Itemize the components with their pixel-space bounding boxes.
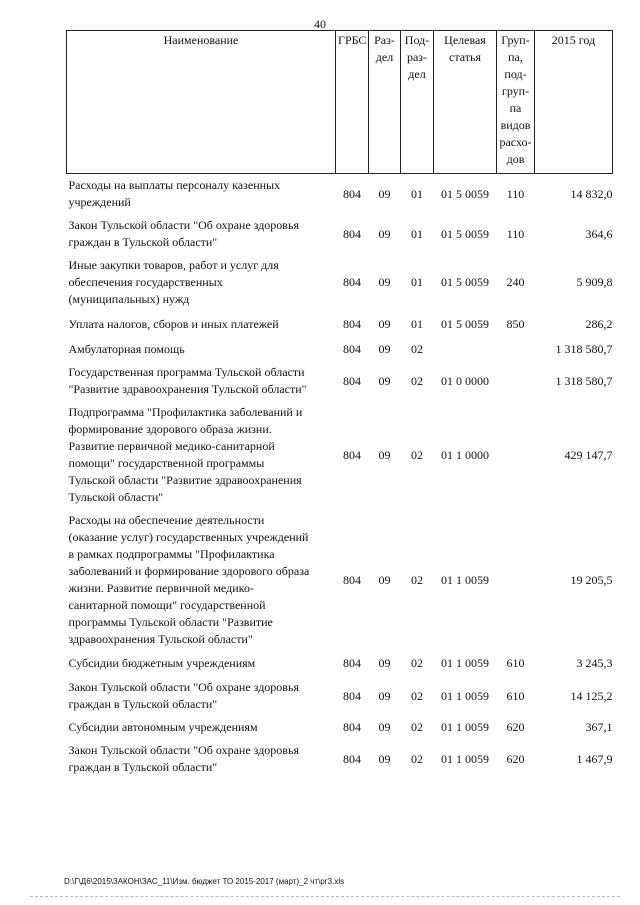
cell-amount: 14 125,2 [570,688,613,703]
cell-razdel: 09 [378,751,391,766]
cell-razdel: 09 [378,447,391,462]
cell-target: 01 0 0000 [441,373,489,388]
table-row [67,739,613,779]
cell-group: 850 [506,317,525,331]
cell-group: 610 [506,688,525,703]
cell-amount: 5 909,8 [576,275,613,289]
cell-group [497,361,535,401]
table-row [67,401,613,509]
table-row [67,676,613,716]
cell-group: 240 [506,275,525,289]
cell-podrazdel: 02 [411,688,423,703]
cell-amount: 14 832,0 [570,186,613,201]
cell-target: 01 1 0059 [441,751,489,766]
cell-razdel: 09 [378,226,391,241]
cell-razdel: 09 [378,186,391,201]
cell-razdel: 09 [378,373,391,388]
cell-target: 01 1 0059 [441,572,489,587]
header-year: 2015 год [535,31,613,174]
cell-name: Амбулаторная помощь [68,342,185,356]
cell-grbs: 804 [343,342,361,356]
cell-podrazdel: 01 [411,186,423,201]
cell-name: Подпрограмма "Профилактика заболеваний и формирование здорового образа жизни. Развитие первичной медико-санитарной помощи" государственной программы Тульской области "Развитие здравоохранения Тульской области" [68,405,303,504]
table-row [67,716,613,739]
cell-name: Иные закупки товаров, работ и услуг для обеспечения государственных (муниципальных) нужд [68,258,279,306]
cell-amount: 1 467,9 [576,751,613,766]
header-name: Наименование [67,31,336,174]
table-row [67,338,613,361]
cell-name: Уплата налогов, сборов и иных платежей [68,317,279,331]
cell-amount: 1 318 580,7 [555,342,613,356]
cell-grbs: 804 [343,226,361,241]
cell-group: 620 [506,751,525,766]
cell-name: Государственная программа Тульской области "Развитие здравоохранения Тульской области" [68,365,307,396]
cell-name: Субсидии бюджетным учреждениям [68,656,256,670]
cell-grbs: 804 [343,688,361,703]
cell-target: 01 1 0000 [441,447,489,462]
cell-grbs: 804 [343,275,361,289]
cell-grbs: 804 [343,317,361,331]
cell-grbs: 804 [343,373,361,388]
cell-razdel: 09 [378,720,391,734]
cell-amount: 364,6 [585,226,613,241]
cell-razdel: 09 [378,342,391,356]
cell-target: 01 5 0059 [441,186,489,201]
cell-amount: 3 245,3 [576,656,613,670]
table-row [67,361,613,401]
cell-razdel: 09 [378,572,391,587]
cell-amount: 1 318 580,7 [555,373,613,388]
cell-podrazdel: 02 [411,751,423,766]
cell-grbs: 804 [343,572,361,587]
cell-podrazdel: 01 [411,317,423,331]
table-row [67,311,613,338]
header-podrazdel: Под- раз- дел [401,31,434,174]
cell-target: 01 1 0059 [441,720,489,734]
cell-name: Субсидии автономным учреждениям [68,720,258,734]
table-row [67,509,613,651]
cell-target: 01 5 0059 [441,226,489,241]
cell-amount: 286,2 [585,317,613,331]
cell-name: Закон Тульской области "Об охране здоровья граждан в Тульской области" [68,743,299,774]
cell-target: 01 1 0059 [441,656,489,670]
cell-group: 620 [506,720,525,734]
cell-podrazdel: 01 [411,275,423,289]
cell-podrazdel: 02 [411,656,423,670]
cell-razdel: 09 [378,656,391,670]
table-row [67,651,613,676]
cell-grbs: 804 [343,751,361,766]
cell-target [434,338,497,361]
cell-grbs: 804 [343,656,361,670]
cell-podrazdel: 02 [411,720,423,734]
cell-podrazdel: 01 [411,226,423,241]
cell-name: Закон Тульской области "Об охране здоровья граждан в Тульской области" [68,680,299,711]
cell-group: 110 [506,186,525,201]
header-razdel: Раз- дел [369,31,401,174]
budget-body [67,174,613,780]
cell-grbs: 804 [343,720,361,734]
cell-group: 110 [506,226,525,241]
cell-group [497,509,535,651]
page-number: 40 [314,17,326,31]
cell-podrazdel: 02 [411,447,423,462]
cell-amount: 19 205,5 [570,572,613,587]
table-row [67,174,613,215]
header-target: Целевая статья [434,31,497,174]
cell-target: 01 1 0059 [441,688,489,703]
header-row [67,31,613,174]
budget-table [66,30,613,779]
cell-razdel: 09 [378,688,391,703]
cell-grbs: 804 [343,447,361,462]
cell-name: Закон Тульской области "Об охране здоровья граждан в Тульской области" [68,218,299,249]
cell-podrazdel: 02 [411,342,423,356]
cell-name: Расходы на выплаты персоналу казенных учреждений [68,178,281,209]
file-path-footer: D:\Г\Д6\2015\ЗАКОН\ЗАС_11\Изм. бюджет ТО 2015-2017 (март)_2 чт\рг3.xls [64,877,345,886]
table-row [67,254,613,311]
cell-target: 01 5 0059 [441,275,489,289]
footer-divider [30,896,620,897]
cell-podrazdel: 02 [411,572,423,587]
cell-group [497,338,535,361]
cell-target: 01 5 0059 [441,317,489,331]
cell-razdel: 09 [378,275,391,289]
header-grbs: ГРБС [336,31,369,174]
cell-razdel: 09 [378,317,391,331]
table-row [67,214,613,254]
cell-group [497,401,535,509]
cell-name: Расходы на обеспечение деятельности (оказание услуг) государственных учреждений в рамках подпрограммы "Профилактика заболеваний и формирование здорового образа жизни. Развитие первичной медико- санитарной помощи" государственной программы Тульской области "Развитие здравоохранения Тульской области" [68,513,310,646]
header-group: Груп- па, под- груп- па видов расхо- дов [497,31,535,174]
cell-amount: 429 147,7 [564,447,613,462]
cell-group: 610 [506,656,525,670]
cell-amount: 367,1 [585,720,613,734]
cell-grbs: 804 [343,186,361,201]
cell-podrazdel: 02 [411,373,423,388]
